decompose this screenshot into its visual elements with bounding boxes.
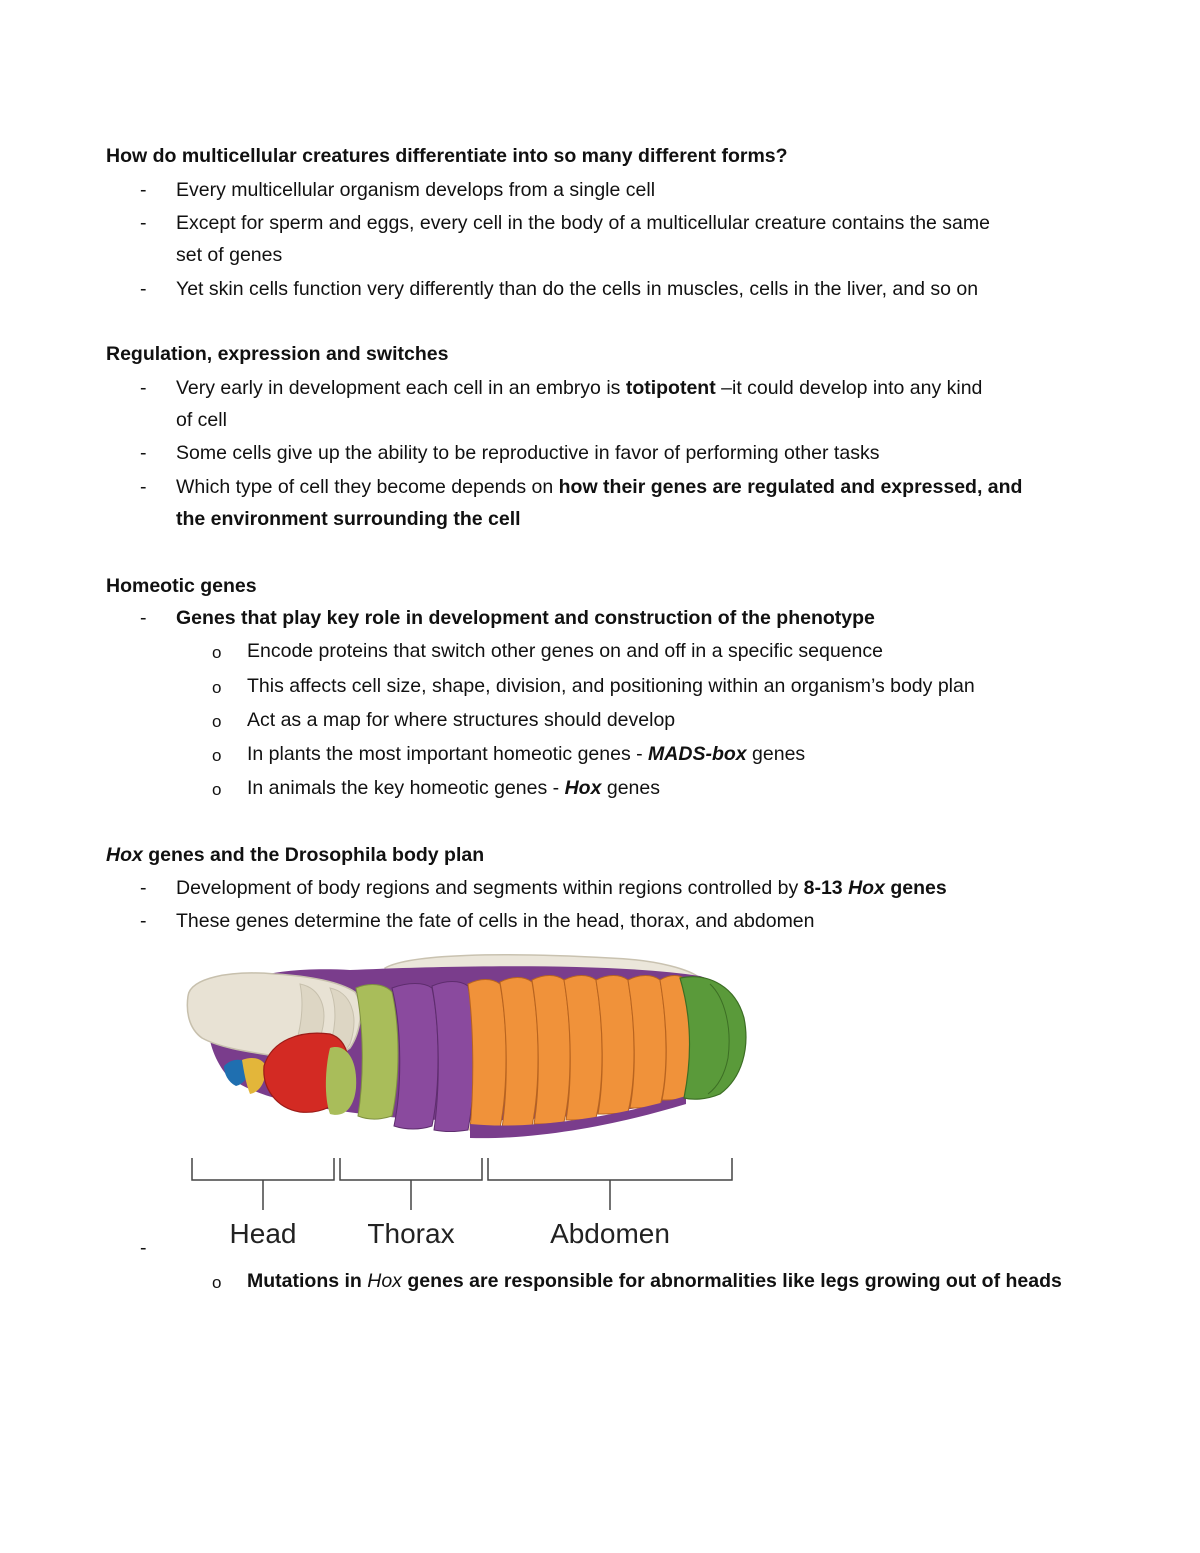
sub-bullet-marker: o [212, 712, 222, 731]
sub-bullet-marker: o [212, 643, 222, 662]
bullet-totipotent [176, 377, 982, 400]
bullet-marker: - [140, 278, 147, 300]
bullet-same-genes-cont: set of genes [176, 244, 283, 266]
text-run: Development of body regions and segments within regions controlled by [176, 877, 804, 899]
thorax-bracket [340, 1158, 482, 1210]
sub-bullet-marker: o [212, 678, 222, 697]
abdomen-orange-segment [628, 976, 666, 1109]
text-run: Very early in development each cell in an embryo is [176, 377, 626, 399]
text-run: Mutations in [247, 1270, 368, 1292]
thorax-purple-segment [432, 982, 474, 1132]
term-mads-box: MADS-box [648, 743, 747, 765]
sub-bullet-marker: o [212, 746, 222, 765]
sub-bullet-marker: o [212, 780, 222, 799]
sub-bullet-map: Act as a map for where structures should develop [247, 709, 676, 731]
abdomen-orange-segment [468, 980, 506, 1131]
abdomen-orange-segment [532, 976, 570, 1125]
tail-green-segment [680, 977, 746, 1099]
drosophila-body-plan-figure [180, 948, 750, 1258]
sub-bullet-hox-mutations [247, 1270, 1062, 1293]
bullet-cell-type-cont: the environment surrounding the cell [176, 508, 521, 530]
term-hox: Hox [106, 844, 143, 866]
bullet-marker: - [140, 212, 147, 234]
text-run: In animals the key homeotic genes - [247, 777, 565, 799]
abdomen-orange-segment [596, 976, 634, 1115]
sub-bullet-cell-size: This affects cell size, shape, division, and positioning within an organism’s body plan [247, 675, 975, 697]
bullet-marker: - [140, 179, 147, 201]
thorax-label: Thorax [367, 1218, 455, 1249]
text-run: genes [601, 777, 660, 799]
section-heading-regulation: Regulation, expression and switches [106, 343, 449, 365]
bullet-cell-type [176, 476, 1022, 499]
bullet-marker: - [140, 442, 147, 464]
text-run: genes and the Drosophila body plan [142, 844, 485, 866]
term-hox: Hox [367, 1270, 402, 1292]
text-run: genes [746, 743, 806, 765]
abdomen-orange-segment [500, 978, 538, 1129]
bullet-totipotent-cont: of cell [176, 409, 227, 431]
bold-text-run: genes [884, 877, 947, 899]
bullet-key-role: Genes that play key role in development and construction of the phenotype [176, 607, 875, 629]
bullet-marker: - [140, 476, 147, 498]
bullet-body-regions [176, 877, 947, 900]
section-heading-homeotic: Homeotic genes [106, 575, 257, 597]
thorax-lime-segment [356, 985, 398, 1119]
sub-bullet-marker: o [212, 1273, 222, 1292]
text-run: genes are responsible for abnormalities like legs growing out of heads [401, 1270, 1062, 1292]
head-bracket [192, 1158, 334, 1210]
head-label: Head [229, 1218, 297, 1249]
text-run: Which type of cell they become depends on [176, 476, 559, 498]
sub-bullet-mads-box [247, 743, 805, 766]
term-hox: Hox [848, 877, 885, 899]
bold-text-run: how their genes are regulated and expressed, and [558, 476, 1023, 498]
bullet-skin-cells: Yet skin cells function very differently than do the cells in muscles, cells in the liver, and so on [176, 278, 979, 300]
bullet-reproductive: Some cells give up the ability to be reproductive in favor of performing other tasks [176, 442, 880, 464]
bold-text-run: 8-13 [803, 877, 849, 899]
bullet-same-genes: Except for sperm and eggs, every cell in the body of a multicellular creature contains the same [176, 212, 990, 234]
section-heading-differentiation: How do multicellular creatures differentiate into so many different forms? [106, 145, 788, 167]
section-heading-hox-drosophila [106, 844, 484, 867]
text-run: –it could develop into any kind [715, 377, 983, 399]
bullet-cell-fate: These genes determine the fate of cells in the head, thorax, and abdomen [176, 910, 815, 932]
bullet-marker: - [140, 877, 147, 899]
abdomen-label: Abdomen [550, 1218, 670, 1249]
bold-term-totipotent: totipotent [625, 377, 716, 399]
sub-bullet-hox [247, 777, 660, 800]
bullet-single-cell: Every multicellular organism develops from a single cell [176, 179, 656, 201]
abdomen-bracket [488, 1158, 732, 1210]
text-run: In plants the most important homeotic genes - [247, 743, 649, 765]
bullet-marker: - [140, 1237, 147, 1259]
bullet-marker: - [140, 377, 147, 399]
sub-bullet-encode-proteins: Encode proteins that switch other genes on and off in a specific sequence [247, 640, 883, 662]
bullet-marker: - [140, 910, 147, 932]
bullet-marker: - [140, 607, 147, 629]
abdomen-orange-segment [564, 976, 602, 1121]
term-hox: Hox [564, 777, 602, 799]
